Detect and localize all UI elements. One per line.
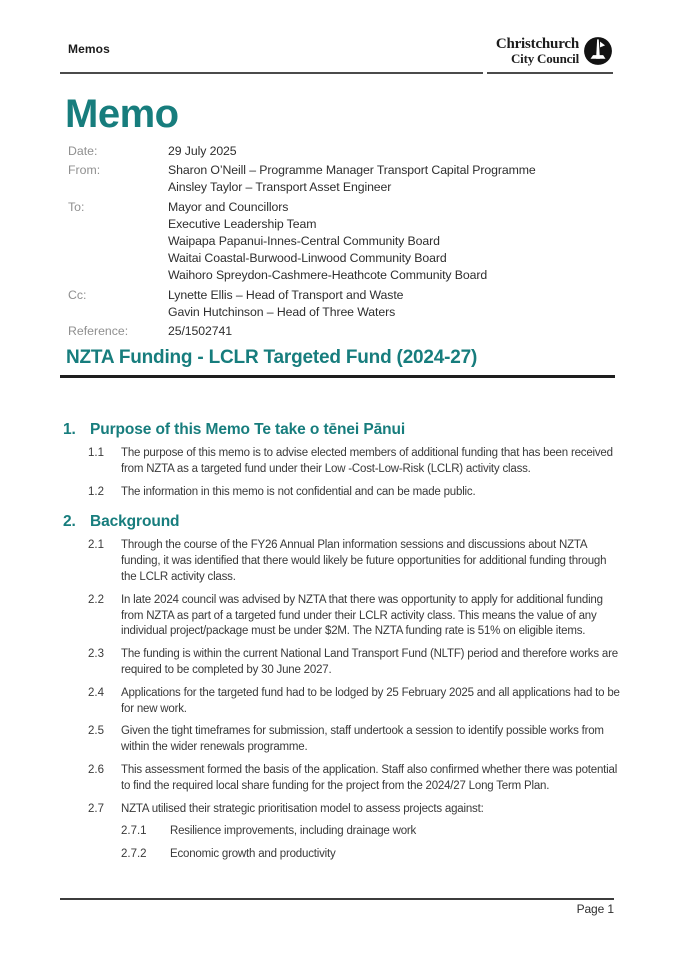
subject-rule (60, 375, 615, 378)
paragraph-text: Given the tight timeframes for submission, staff undertook a session to identify possible works from within the wider renewals programme. (121, 725, 604, 754)
paragraph (88, 686, 623, 718)
logo-wordmark (496, 36, 579, 66)
sub-paragraph-text: Resilience improvements, including drainage work (170, 825, 417, 838)
paragraph (88, 538, 623, 585)
paragraph-number: 2.5 (88, 725, 104, 738)
memo-title: Memo (65, 92, 179, 136)
section-number: 2. (63, 513, 76, 531)
field-value: Ainsley Taylor – Transport Asset Engineer (168, 180, 392, 195)
field-value: 29 July 2025 (168, 144, 237, 158)
paragraph-number: 2.7 (88, 802, 104, 815)
field-label: From: (68, 163, 101, 178)
field-reference (68, 323, 615, 340)
paragraph (88, 593, 623, 640)
field-value: Mayor and Councillors (168, 199, 289, 214)
paragraph (88, 724, 623, 756)
subject-block (60, 341, 615, 378)
paragraph (88, 446, 623, 478)
ccc-logo (496, 36, 613, 66)
page-number: Page 1 (576, 902, 614, 916)
paragraph (88, 802, 623, 863)
paragraph-text: The information in this memo is not confidential and can be made public. (121, 485, 476, 498)
paragraph-number: 2.3 (88, 648, 104, 661)
field-value: Waipapa Papanui-Innes-Central Community Board (168, 234, 440, 249)
section-number: 1. (63, 421, 76, 438)
field-value: Waihoro Spreydon-Cashmere-Heathcote Community Board (168, 268, 488, 283)
header-doc-type: Memos (68, 42, 110, 56)
paragraph (88, 763, 623, 795)
paragraph (88, 647, 623, 679)
section-background (63, 513, 623, 863)
header-rule-left (60, 72, 483, 74)
section-purpose (63, 421, 623, 500)
memo-body (63, 415, 623, 863)
section-heading (63, 513, 623, 531)
field-value: Gavin Hutchinson – Head of Three Waters (168, 304, 396, 319)
logo-org-line2: City Council (510, 51, 579, 67)
paragraph-text: The purpose of this memo is to advise elected members of additional funding that has been received from NZTA as a targeted fund under their Low -Cost-Low-Risk (LCLR) activity class. (121, 447, 613, 475)
field-from (68, 162, 615, 196)
field-value: 25/1502741 (168, 324, 232, 339)
paragraph-text: Through the course of the FY26 Annual Plan information sessions and discussions about NZTA funding, it was identified that there would likely be future opportunities for additional funding through the LCLR activity class. (121, 539, 607, 583)
paragraph (88, 485, 623, 501)
paragraph-number: 2.6 (88, 763, 104, 776)
sub-paragraph (121, 824, 623, 840)
field-cc (68, 287, 615, 321)
logo-org-line1: Christchurch (495, 36, 579, 52)
document-header (68, 36, 613, 66)
section-heading (63, 421, 623, 439)
header-rule (60, 72, 613, 74)
paragraph-text: The funding is within the current National Land Transport Fund (NLTF) period and therefore works are required to be completed by 30 June 2027. (121, 648, 618, 676)
paragraph-number: 1.2 (88, 485, 104, 498)
section-title: Purpose of this Memo Te take o tēnei Pānui (90, 421, 406, 438)
paragraph-number: 2.4 (88, 686, 104, 699)
field-to (68, 199, 615, 285)
field-label: Reference: (68, 324, 129, 339)
header-rule-right (487, 72, 613, 74)
sub-paragraph-text: Economic growth and productivity (170, 848, 336, 861)
paragraph-number: 1.1 (88, 447, 104, 459)
paragraph-text: In late 2024 council was advised by NZTA that there was opportunity to apply for additional funding from NZTA as part of a targeted fund under their LCLR activity class. This means the value of any individual project/package must be under $2M. The NZTA funding rate is 51% on eligible items. (121, 593, 603, 638)
document-footer (60, 898, 614, 955)
paragraph-number: 2.2 (88, 593, 104, 606)
section-title: Background (90, 513, 180, 531)
field-label: Date: (68, 144, 98, 158)
field-value: Waitai Coastal-Burwood-Linwood Community Board (168, 251, 447, 266)
field-label: Cc: (68, 287, 87, 302)
field-value: Lynette Ellis – Head of Transport and Waste (168, 287, 404, 302)
field-value: Sharon O’Neill – Programme Manager Transport Capital Programme (168, 163, 536, 178)
memo-subject: NZTA Funding - LCLR Targeted Fund (2024-27) (66, 347, 478, 368)
sub-paragraph-number: 2.7.1 (121, 825, 147, 838)
field-value: Executive Leadership Team (168, 216, 317, 231)
field-date (68, 143, 615, 160)
paragraph-text: NZTA utilised their strategic prioritisation model to assess projects against: (121, 802, 484, 815)
paragraph-number: 2.1 (88, 539, 104, 552)
sub-paragraph-number: 2.7.2 (121, 848, 147, 861)
field-label: To: (68, 199, 85, 214)
paragraph-text: Applications for the targeted fund had to be lodged by 25 February 2025 and all applications had to be for new work. (121, 686, 620, 715)
ccc-crest-icon (583, 36, 613, 66)
footer-rule (60, 898, 614, 900)
paragraph-text: This assessment formed the basis of the application. Staff also confirmed whether there was potential to find the required local share funding for the project from the 2024/27 Long Term Plan. (121, 763, 618, 792)
sub-paragraph (121, 847, 623, 863)
memo-meta-fields (68, 143, 615, 342)
